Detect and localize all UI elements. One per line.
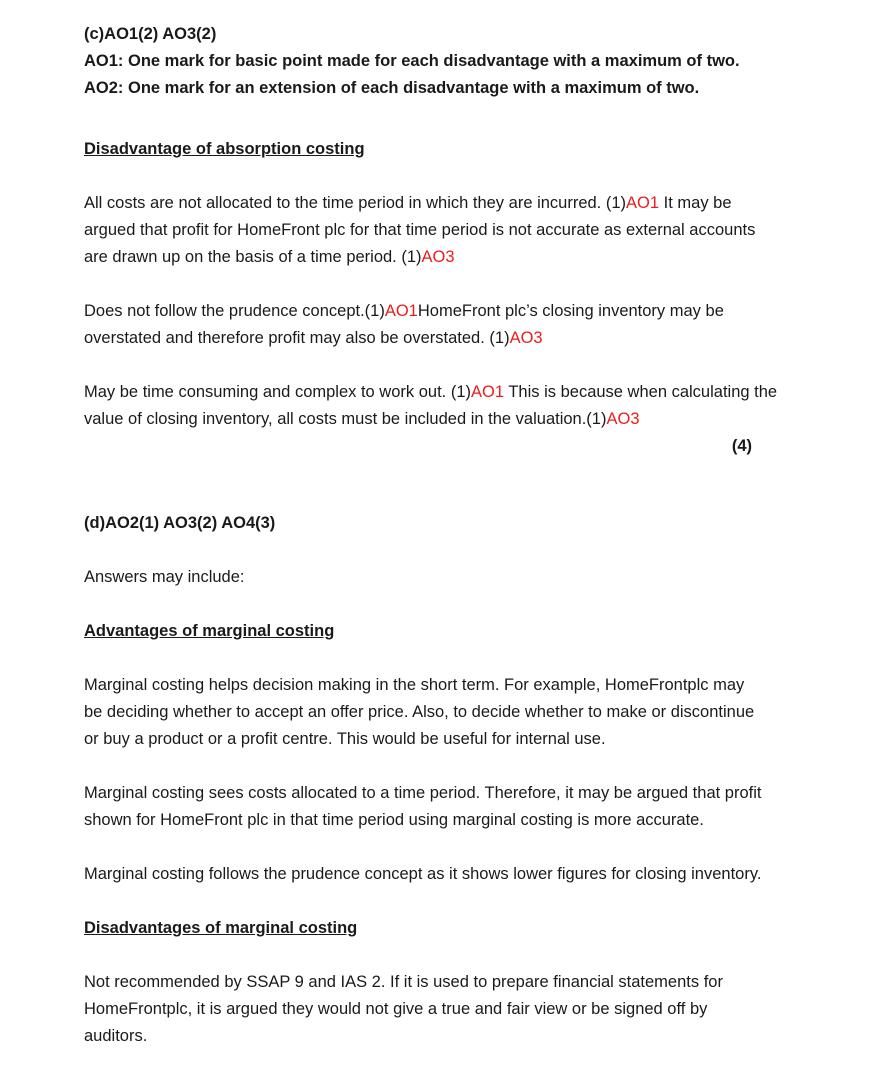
text-segment: Does not follow the prudence concept.(1) [84,302,385,320]
text-line [84,969,824,996]
paragraph [84,298,824,352]
text-segment: Disadvantages of marginal costing [84,919,358,937]
text-line [84,379,824,406]
mark-scheme-document [84,21,824,1050]
text-segment: Not recommended by SSAP 9 and IAS 2. If it is used to prepare financial statements for [84,973,723,991]
text-segment: Marginal costing sees costs allocated to a time period. Therefore, it may be argued that profit [84,784,762,802]
text-line [84,298,824,325]
text-segment: Answers may include: [84,568,245,586]
text-line [84,48,824,75]
bold-text-block [84,48,824,75]
text-line [84,1023,824,1050]
bold-text-block [84,21,824,48]
text-line [84,217,824,244]
paragraph [84,564,824,591]
assessment-objective-label: AO1 [384,302,418,320]
text-line [84,996,824,1023]
text-segment: It may be [659,194,732,212]
text-segment: Marginal costing helps decision making in the short term. For example, HomeFrontplc may [84,676,745,694]
text-line [84,699,824,726]
paragraph [84,379,824,433]
paragraph [84,672,824,753]
text-line [84,510,824,537]
text-segment: be deciding whether to accept an offer price. Also, to decide whether to make or discontinue [84,703,755,721]
text-line [84,406,824,433]
text-segment: HomeFront plc’s closing inventory may be [417,302,724,320]
text-segment: Marginal costing follows the prudence concept as it shows lower figures for closing inventory. [84,865,762,883]
text-line [84,726,824,753]
text-segment: value of closing inventory, all costs must be included in the valuation.(1) [84,410,607,428]
bold-text-block [84,510,824,537]
section-heading [84,618,824,645]
text-segment: auditors. [84,1027,148,1045]
paragraph [84,780,824,834]
text-line [84,915,824,942]
text-line [84,21,824,48]
text-segment: (c)AO1(2) AO3(2) [84,25,217,43]
text-segment: HomeFrontplc, it is argued they would not give a true and fair view or be signed off by [84,1000,708,1018]
text-segment: Disadvantage of absorption costing [84,140,365,158]
text-line [84,618,824,645]
text-line [84,75,824,102]
marks-total [84,433,824,460]
text-segment: May be time consuming and complex to work out. (1) [84,383,472,401]
assessment-objective-label: AO1 [626,194,660,212]
text-line [84,672,824,699]
text-segment: (4) [731,437,752,455]
section-heading [84,915,824,942]
section-heading [84,136,824,163]
text-segment: or buy a product or a profit centre. This would be useful for internal use. [84,730,606,748]
text-segment: argued that profit for HomeFront plc for that time period is not accurate as external accounts [84,221,756,239]
text-line [84,433,824,460]
text-segment: AO2: One mark for an extension of each disadvantage with a maximum of two. [84,79,700,97]
text-line [84,190,824,217]
bold-text-block [84,75,824,102]
text-line [84,564,824,591]
text-segment: overstated and therefore profit may also be overstated. (1) [84,329,510,347]
assessment-objective-label: AO3 [606,410,640,428]
text-line [84,244,824,271]
text-segment: This is because when calculating the [504,383,778,401]
text-segment: shown for HomeFront plc in that time period using marginal costing is more accurate. [84,811,704,829]
text-line [84,780,824,807]
text-segment: (d)AO2(1) AO3(2) AO4(3) [84,514,276,532]
paragraph [84,190,824,271]
text-segment: Advantages of marginal costing [84,622,335,640]
text-line [84,861,824,888]
paragraph [84,861,824,888]
text-segment: AO1: One mark for basic point made for each disadvantage with a maximum of two. [84,52,740,70]
paragraph [84,969,824,1050]
assessment-objective-label: AO1 [471,383,505,401]
assessment-objective-label: AO3 [509,329,543,347]
assessment-objective-label: AO3 [421,248,455,266]
text-line [84,136,824,163]
text-line [84,325,824,352]
text-line [84,807,824,834]
text-segment: All costs are not allocated to the time period in which they are incurred. (1) [84,194,627,212]
text-segment: are drawn up on the basis of a time period. (1) [84,248,422,266]
